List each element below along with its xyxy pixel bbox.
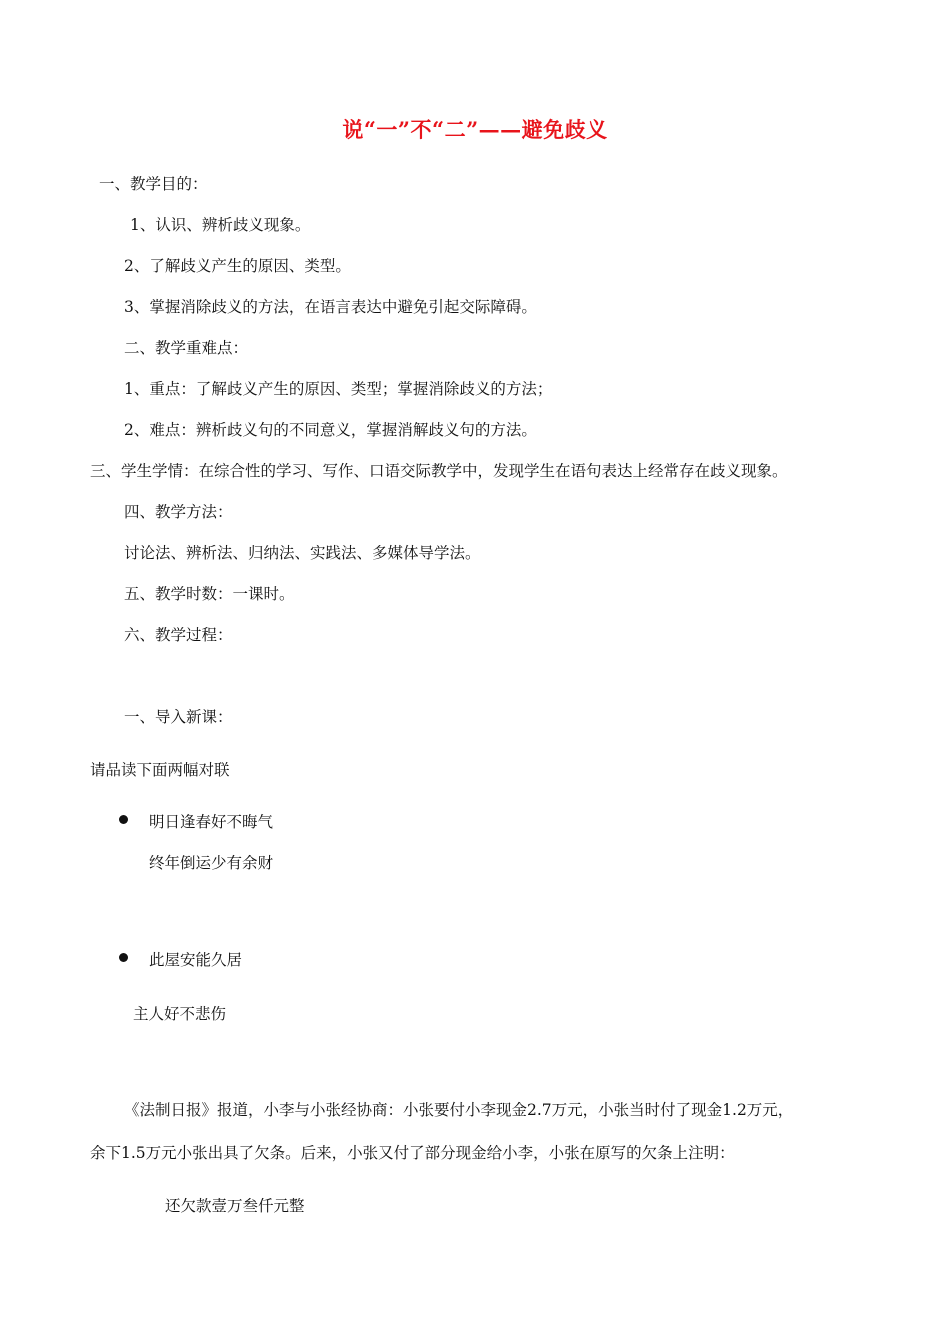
objective-heading: 一、教学目的： [99, 175, 208, 193]
intro-prompt: 请品读下面两幅对联 [90, 761, 230, 779]
objective-item-2: 2、了解歧义产生的原因、类型。 [124, 257, 351, 275]
intro-heading: 一、导入新课： [124, 708, 233, 726]
couplet-2-line-2: 主人好不悲伤 [133, 1005, 227, 1023]
bullet-icon [119, 815, 128, 824]
methods-heading: 四、教学方法： [124, 503, 233, 521]
student-situation: 三、学生学情：在综合性的学习、写作、口语交际教学中，发现学生在语句表达上经常存在歧义现象。 [90, 462, 788, 480]
key-points-heading: 二、教学重难点： [124, 339, 249, 357]
iou-note: 还欠款壹万叁仟元整 [165, 1197, 305, 1215]
couplet-1-line-1: 明日逢春好不晦气 [149, 813, 274, 831]
document-title: 说“一”不“二”——避免歧义 [342, 117, 608, 142]
key-point-1: 1、重点：了解歧义产生的原因、类型；掌握消除歧义的方法； [124, 380, 553, 398]
story-paragraph-line-2: 余下1.5万元小张出具了欠条。后来，小张又付了部分现金给小李，小张在原写的欠条上注明： [90, 1144, 735, 1162]
teaching-hours: 五、教学时数：一课时。 [124, 585, 295, 603]
couplet-2-line-1: 此屋安能久居 [149, 951, 243, 969]
couplet-1-line-2: 终年倒运少有余财 [149, 854, 274, 872]
objective-item-1: 1、认识、辨析歧义现象。 [130, 216, 311, 234]
story-paragraph-line-1: 《法制日报》报道，小李与小张经协商：小张要付小李现金2.7万元，小张当时付了现金1.2万元， [124, 1101, 794, 1119]
methods-list: 讨论法、辨析法、归纳法、实践法、多媒体导学法。 [124, 544, 481, 562]
process-heading: 六、教学过程： [124, 626, 233, 644]
objective-item-3: 3、掌握消除歧义的方法，在语言表达中避免引起交际障碍。 [124, 298, 537, 316]
bullet-icon [119, 953, 128, 962]
key-point-2: 2、难点：辨析歧义句的不同意义，掌握消解歧义句的方法。 [124, 421, 537, 439]
